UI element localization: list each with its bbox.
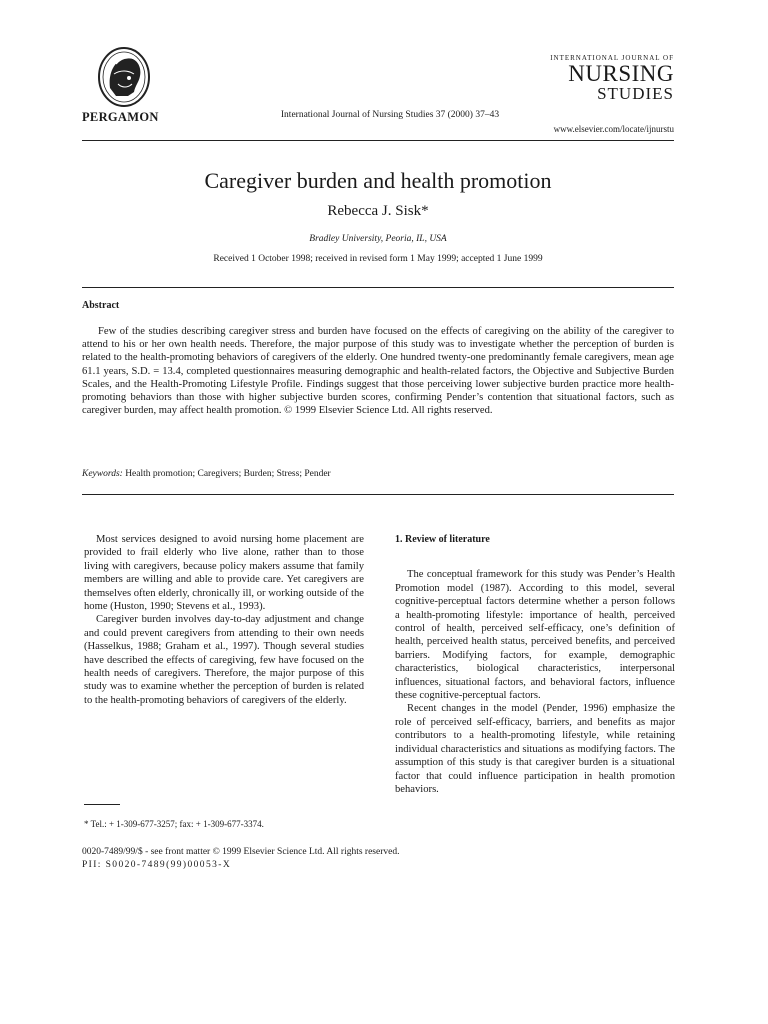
masthead-studies: STUDIES <box>597 84 674 103</box>
article-title: Caregiver burden and health promotion <box>204 168 552 193</box>
abstract-bottom-divider <box>82 494 674 495</box>
front-matter-line: 0020-7489/99/$ - see front matter © 1999 Elsevier Science Ltd. All rights reserved. <box>82 847 400 857</box>
pergamon-helmeted-head-logo-icon <box>82 44 166 114</box>
journal-citation: International Journal of Nursing Studies 37 (2000) 37–43 <box>280 110 500 120</box>
body-paragraph: Recent changes in the model (Pender, 1996) emphasize the role of perceived self-efficacy, barriers, and benefits as major contributors to a health-promoting lifestyle, while retaining individual characteristics and situations as modifying factors. The assumption of this study is that caregiver burden is a situational factor that could influence participation in health promotion behaviors. <box>395 703 675 795</box>
body-paragraph: The conceptual framework for this study was Pender’s Health Promotion model (1987). According to this model, several cognitive-perceptual factors determine whether a person follows a health-promoting lifestyle: importance of health, perceived control of health, perceived self-efficacy, one’s definition of health, perceived health status, perceived benefits, and perceived barriers. Modifying factors, for example, demographic characteristics, biological characteristics, interpersonal influences, situational factors, and behavioral factors, influence these cognitive-perceptual factors. <box>395 569 675 702</box>
article-author: Rebecca J. Sisk* <box>327 203 429 219</box>
body-paragraph: Caregiver burden involves day-to-day adjustment and change and could prevent caregivers from attending to their own needs (Hasselkus, 1988; Graham et al., 1997). Though several studies have described the effects of caregiving, few have focused on the health needs of caregivers. Therefore, the major purpose of this study was to examine whether the perception of burden is related to the health-promoting behaviors of caregivers of the elderly. <box>84 614 364 706</box>
masthead-small-line: INTERNATIONAL JOURNAL OF <box>550 54 674 62</box>
journal-url[interactable]: www.elsevier.com/locate/ijnurstu <box>553 124 674 134</box>
journal-masthead <box>520 54 674 103</box>
body-paragraph: Most services designed to avoid nursing home placement are provided to frail elderly who live alone, rather than to those living with caregivers, because policy makers assume that family members are willing and able to provide care. Yet caregivers are themselves often elderly, chronically ill, or working outside of the home (Huston, 1990; Stevens et al., 1993). <box>84 534 364 613</box>
abstract-heading: Abstract <box>82 300 120 311</box>
footnote-divider <box>84 804 120 805</box>
body-left-column <box>84 533 364 707</box>
copyright-block <box>82 846 642 872</box>
article-dates: Received 1 October 1998; received in revised form 1 May 1999; accepted 1 June 1999 <box>213 254 543 264</box>
section-heading: 1. Review of literature <box>395 534 490 545</box>
abstract-top-divider <box>82 287 674 288</box>
header-divider <box>82 140 674 141</box>
publisher-name: PERGAMON <box>82 110 159 124</box>
author-affiliation: Bradley University, Peoria, IL, USA <box>309 234 447 244</box>
pii-line: PII: S0020-7489(99)00053-X <box>82 860 232 870</box>
body-right-column <box>395 533 675 796</box>
abstract-text: Few of the studies describing caregiver stress and burden have focused on the effects of caregiving on the ability of the caregiver to attend to his or her own health needs. Therefore, the major purpose of this study was to investigate whether the perception of burden is related to the health-promoting behaviors of caregivers of the elderly. One hundred twenty-one predominantly female caregivers, mean age 61.1 years, S.D. = 13.4, completed questionnaires measuring demographic and health-related factors, the Objective and Subjective Burden Scales, and the Health-Promoting Lifestyle Profile. Findings suggest that those perceiving lower subjective burden practice more health-promoting behaviors than those with higher subjective burden scores, confirming Pender’s contention that situational factors, such as caregiver burden, may affect health promotion. © 1999 Elsevier Science Ltd. All rights reserved. <box>82 326 674 417</box>
keywords <box>82 469 674 479</box>
author-footnote: * Tel.: + 1-309-677-3257; fax: + 1-309-677-3374. <box>84 819 264 829</box>
keywords-list: Health promotion; Caregivers; Burden; Stress; Pender <box>125 469 331 479</box>
keywords-label: Keywords: <box>82 469 123 479</box>
masthead-nursing: NURSING <box>568 61 674 86</box>
